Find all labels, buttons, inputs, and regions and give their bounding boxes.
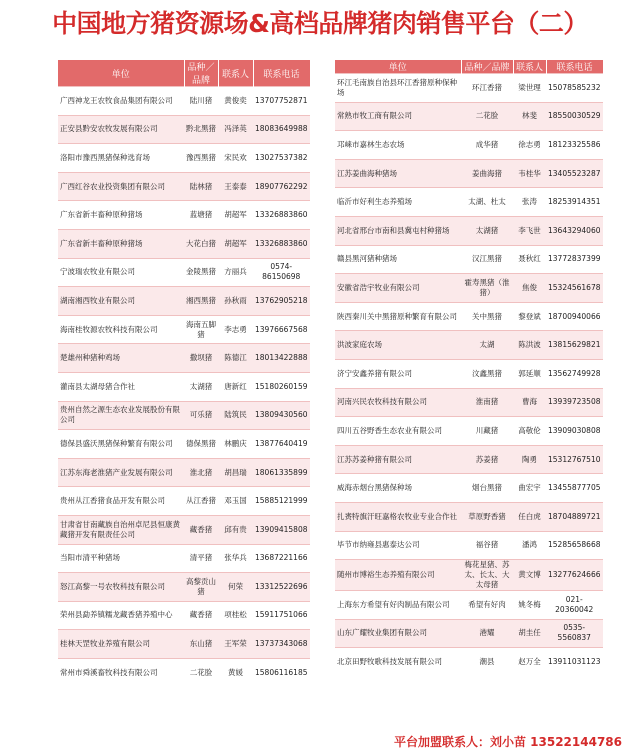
cell-phone: 13911031123 [546, 648, 603, 676]
cell-contact: 张华兵 [218, 544, 253, 573]
cell-breed: 黔北黑猪 [184, 115, 218, 144]
page-title: 中国地方猪资源场&高档品牌猪肉销售平台（二） [52, 9, 588, 38]
cell-breed: 陆林猪 [184, 172, 218, 201]
cell-unit: 常州市舜溪畜牧科技有限公司 [58, 658, 184, 686]
cell-contact: 邓玉国 [218, 487, 253, 516]
cell-unit: 陕西秦川关中黑猪原种繁育有限公司 [335, 302, 461, 331]
cell-phone: 021-20360042 [546, 591, 603, 620]
cell-phone: 18704889721 [546, 502, 603, 531]
cell-contact: 曲宏宇 [513, 474, 546, 503]
cell-phone: 13687221166 [253, 544, 310, 573]
cell-unit: 赣县黑河猪种猪场 [335, 245, 461, 274]
cell-breed: 二花脸 [461, 102, 513, 131]
cell-contact: 黄媛 [218, 658, 253, 686]
cell-phone: 13405523287 [546, 159, 603, 188]
cell-phone: 13326883860 [253, 201, 310, 230]
cell-contact: 赵万全 [513, 648, 546, 676]
cell-contact: 任白虎 [513, 502, 546, 531]
table-row [58, 287, 310, 316]
cell-breed: 草原野香猪 [461, 502, 513, 531]
cell-contact: 唐新红 [218, 372, 253, 401]
cell-phone: 0535-5560837 [546, 619, 603, 648]
cell-unit: 毕节市纳雍县惠泰达公司 [335, 531, 461, 560]
cell-unit: 宁波瑞农牧业有限公司 [58, 258, 184, 287]
cell-contact: 梁世理 [513, 74, 546, 103]
cell-phone: 15324561678 [546, 274, 603, 303]
cell-phone: 13312522696 [253, 573, 310, 602]
table-row [58, 315, 310, 344]
cell-breed: 太湖猪 [184, 372, 218, 401]
header-unit: 单位 [58, 60, 184, 87]
cell-phone: 13562749928 [546, 359, 603, 388]
table-row [335, 131, 603, 160]
table-row [335, 216, 603, 245]
cell-phone: 13762905218 [253, 287, 310, 316]
table-row [335, 274, 603, 303]
cell-breed: 烟台黑猪 [461, 474, 513, 503]
cell-contact: 林斐 [513, 102, 546, 131]
cell-contact: 方丽兵 [218, 258, 253, 287]
cell-phone: 13909030808 [546, 417, 603, 446]
table-row [335, 648, 603, 676]
cell-unit: 怒江高黎一号农牧科技有限公司 [58, 573, 184, 602]
cell-unit: 邛崃市嘉林生态农场 [335, 131, 461, 160]
cell-breed: 潮县 [461, 648, 513, 676]
cell-phone: 15312767510 [546, 445, 603, 474]
cell-contact: 李志勇 [218, 315, 253, 344]
cell-phone: 15806116185 [253, 658, 310, 686]
cell-phone: 13326883860 [253, 229, 310, 258]
cell-contact: 焦俊 [513, 274, 546, 303]
header-breed: 品种／品牌 [184, 60, 218, 87]
cell-unit: 常熟市牧工商有限公司 [335, 102, 461, 131]
cell-breed: 福谷猪 [461, 531, 513, 560]
cell-phone: 13277624666 [546, 560, 603, 591]
cell-phone: 18061335899 [253, 458, 310, 487]
cell-unit: 环江毛南族自治县环江香猪原种保种场 [335, 74, 461, 103]
cell-phone: 13737343068 [253, 630, 310, 659]
cell-contact: 韦桂华 [513, 159, 546, 188]
cell-unit: 湖南湘西牧业有限公司 [58, 287, 184, 316]
cell-unit: 广东省新丰畜种原种猪场 [58, 229, 184, 258]
cell-unit: 当阳市清平种猪场 [58, 544, 184, 573]
table-row [335, 388, 603, 417]
cell-unit: 山东广耀牧业集团有限公司 [335, 619, 461, 648]
cell-unit: 上海东方希望有好肉制品有限公司 [335, 591, 461, 620]
cell-unit: 广西神龙王农牧食品集团有限公司 [58, 87, 184, 116]
table-row [58, 115, 310, 144]
cell-unit: 灌南县太湖母猪合作社 [58, 372, 184, 401]
cell-unit: 广东省新丰畜种原种猪场 [58, 201, 184, 230]
cell-breed: 淮南猪 [461, 388, 513, 417]
cell-contact: 张涛 [513, 188, 546, 217]
header-breed: 品种／品牌 [461, 60, 513, 74]
table-row [58, 630, 310, 659]
header-unit: 单位 [335, 60, 461, 74]
table-row [335, 188, 603, 217]
cell-contact: 姚冬梅 [513, 591, 546, 620]
cell-phone: 13455877705 [546, 474, 603, 503]
cell-phone: 15078585232 [546, 74, 603, 103]
cell-contact: 陈洪波 [513, 331, 546, 360]
cell-breed: 大花白猪 [184, 229, 218, 258]
cell-phone: 13877640419 [253, 430, 310, 459]
cell-contact: 郭延顺 [513, 359, 546, 388]
left-table-body [58, 87, 310, 687]
cell-breed: 从江香猪 [184, 487, 218, 516]
right-table-body [335, 74, 603, 676]
cell-phone: 18083649988 [253, 115, 310, 144]
cell-unit: 海南桂牧源农牧科技有限公司 [58, 315, 184, 344]
table-row [58, 487, 310, 516]
cell-contact: 项桂松 [218, 601, 253, 630]
cell-contact: 徐志勇 [513, 131, 546, 160]
table-row [58, 229, 310, 258]
cell-phone: 18013422888 [253, 344, 310, 373]
cell-breed: 汉江黑猪 [461, 245, 513, 274]
cell-unit: 贵州从江香猪食品开发有限公司 [58, 487, 184, 516]
cell-phone: 18700940066 [546, 302, 603, 331]
header-contact: 联系人 [218, 60, 253, 87]
table-row [335, 359, 603, 388]
cell-breed: 陆川猪 [184, 87, 218, 116]
left-table [58, 60, 310, 686]
table-row [58, 401, 310, 430]
cell-unit: 贵州自然之源生态农业发展股份有限公司 [58, 401, 184, 430]
cell-breed: 豫西黑猪 [184, 144, 218, 173]
cell-breed: 清平猪 [184, 544, 218, 573]
cell-contact: 曹海 [513, 388, 546, 417]
cell-phone: 13815629821 [546, 331, 603, 360]
cell-unit: 扎赉特旗汗旺嘉格农牧业专业合作社 [335, 502, 461, 531]
table-row [58, 430, 310, 459]
cell-contact: 邱有贵 [218, 515, 253, 544]
cell-contact: 宋民欢 [218, 144, 253, 173]
cell-unit: 临沂市好利生态养殖场 [335, 188, 461, 217]
cell-breed: 环江香猪 [461, 74, 513, 103]
cell-unit: 江苏姜曲海种猪场 [335, 159, 461, 188]
cell-breed: 太湖猪 [461, 216, 513, 245]
cell-breed: 川藏猪 [461, 417, 513, 446]
cell-contact: 林鹏庆 [218, 430, 253, 459]
cell-breed: 撒坝猪 [184, 344, 218, 373]
cell-contact: 黄俊奕 [218, 87, 253, 116]
table-row [335, 560, 603, 591]
cell-contact: 胡超军 [218, 229, 253, 258]
cell-breed: 海南五脚猪 [184, 315, 218, 344]
cell-unit: 北京田野牧歌科技发展有限公司 [335, 648, 461, 676]
cell-breed: 港耀 [461, 619, 513, 648]
cell-breed: 金陵黑猪 [184, 258, 218, 287]
table-row [58, 372, 310, 401]
cell-breed: 东山猪 [184, 630, 218, 659]
cell-breed: 姜曲海猪 [461, 159, 513, 188]
cell-unit: 四川五谷野香生态农业有限公司 [335, 417, 461, 446]
cell-contact: 胡超军 [218, 201, 253, 230]
cell-breed: 霍寿黑猪（淮猪） [461, 274, 513, 303]
cell-phone: 13643294060 [546, 216, 603, 245]
cell-unit: 楚雄州种猪种鸡场 [58, 344, 184, 373]
cell-contact: 陈德江 [218, 344, 253, 373]
cell-contact: 何荣 [218, 573, 253, 602]
table-row [335, 591, 603, 620]
cell-breed: 太湖、杜太 [461, 188, 513, 217]
cell-unit: 荣州县勐养镇糯龙藏香猪养殖中心 [58, 601, 184, 630]
cell-contact: 孙秋雨 [218, 287, 253, 316]
header-phone: 联系电话 [546, 60, 603, 74]
cell-contact: 王泰泰 [218, 172, 253, 201]
cell-phone: 13707752871 [253, 87, 310, 116]
cell-breed: 藏香猪 [184, 601, 218, 630]
cell-breed: 汶鑫黑猪 [461, 359, 513, 388]
table-row [58, 658, 310, 686]
cell-phone: 13772837399 [546, 245, 603, 274]
table-row [58, 458, 310, 487]
table-row [58, 144, 310, 173]
cell-breed: 蓝塘猪 [184, 201, 218, 230]
table-row [335, 531, 603, 560]
cell-breed: 关中黑猪 [461, 302, 513, 331]
table-row [335, 302, 603, 331]
cell-phone: 13909415808 [253, 515, 310, 544]
cell-phone: 13976667568 [253, 315, 310, 344]
cell-phone: 15911751066 [253, 601, 310, 630]
table-row [58, 172, 310, 201]
table-row [335, 331, 603, 360]
right-table [335, 60, 603, 676]
cell-breed: 德保黑猪 [184, 430, 218, 459]
cell-breed: 高黎贡山猪 [184, 573, 218, 602]
cell-unit: 河南兴民农牧科技有限公司 [335, 388, 461, 417]
cell-contact: 黎登斌 [513, 302, 546, 331]
cell-contact: 陆筑民 [218, 401, 253, 430]
table-row [335, 474, 603, 503]
cell-unit: 德保县盛沃黑猪保种繁育有限公司 [58, 430, 184, 459]
cell-contact: 王军荣 [218, 630, 253, 659]
cell-phone: 13939723508 [546, 388, 603, 417]
cell-unit: 甘肃省甘南藏族自治州卓尼县恒康黄藏猪开发有限责任公司 [58, 515, 184, 544]
table-row [58, 344, 310, 373]
cell-phone: 18907762292 [253, 172, 310, 201]
cell-unit: 河北省邢台市南和县冀屯村种猪场 [335, 216, 461, 245]
cell-breed: 苏姜猪 [461, 445, 513, 474]
cell-unit: 桂林天罡牧业养殖有限公司 [58, 630, 184, 659]
cell-contact: 陶勇 [513, 445, 546, 474]
table-header-row [335, 60, 603, 74]
header-phone: 联系电话 [253, 60, 310, 87]
cell-breed: 湘西黑猪 [184, 287, 218, 316]
table-row [58, 258, 310, 287]
cell-contact: 黄文博 [513, 560, 546, 591]
table-row [335, 445, 603, 474]
cell-unit: 正安县黔安农牧发展有限公司 [58, 115, 184, 144]
table-row [335, 102, 603, 131]
table-row [58, 544, 310, 573]
cell-unit: 洪波家庭农场 [335, 331, 461, 360]
cell-phone: 15285658668 [546, 531, 603, 560]
footer-contact: 平台加盟联系人：刘小苗 13522144786 [393, 735, 622, 749]
cell-unit: 江苏苏姜种猪有限公司 [335, 445, 461, 474]
table-row [335, 245, 603, 274]
cell-unit: 随州市博裕生态养殖有限公司 [335, 560, 461, 591]
table-row [58, 87, 310, 116]
cell-phone: 18123325586 [546, 131, 603, 160]
cell-breed: 二花脸 [184, 658, 218, 686]
cell-contact: 冯泽英 [218, 115, 253, 144]
cell-phone: 18550030529 [546, 102, 603, 131]
table-row [58, 515, 310, 544]
cell-contact: 聂秋红 [513, 245, 546, 274]
cell-unit: 威海赤烟台黑猪保种场 [335, 474, 461, 503]
cell-contact: 潘鸿 [513, 531, 546, 560]
cell-breed: 藏香猪 [184, 515, 218, 544]
table-row [335, 159, 603, 188]
table-row [335, 502, 603, 531]
table-row [335, 74, 603, 103]
cell-breed: 梅花星猪、苏太、长太、大太母猪 [461, 560, 513, 591]
table-header-row [58, 60, 310, 87]
cell-phone: 13027537382 [253, 144, 310, 173]
cell-contact: 高敬伦 [513, 417, 546, 446]
cell-contact: 胡昌瑞 [218, 458, 253, 487]
cell-phone: 15180260159 [253, 372, 310, 401]
cell-contact: 李飞世 [513, 216, 546, 245]
cell-unit: 安徽省浩宇牧业有限公司 [335, 274, 461, 303]
header-contact: 联系人 [513, 60, 546, 74]
cell-phone: 15885121999 [253, 487, 310, 516]
cell-unit: 广西红谷农业投资集团有限公司 [58, 172, 184, 201]
cell-breed: 淮北猪 [184, 458, 218, 487]
cell-breed: 太湖 [461, 331, 513, 360]
cell-unit: 江苏东海老淮猪产业发展有限公司 [58, 458, 184, 487]
table-row [335, 417, 603, 446]
cell-phone: 18253914351 [546, 188, 603, 217]
table-row [58, 573, 310, 602]
table-row [335, 619, 603, 648]
cell-breed: 成华猪 [461, 131, 513, 160]
cell-phone: 0574-86150698 [253, 258, 310, 287]
table-row [58, 201, 310, 230]
cell-unit: 济宁安鑫养猪有限公司 [335, 359, 461, 388]
cell-contact: 胡圭任 [513, 619, 546, 648]
cell-phone: 13809430560 [253, 401, 310, 430]
cell-breed: 可乐猪 [184, 401, 218, 430]
cell-breed: 希望有好肉 [461, 591, 513, 620]
cell-unit: 洛阳市豫西黑猪保种选育场 [58, 144, 184, 173]
table-row [58, 601, 310, 630]
